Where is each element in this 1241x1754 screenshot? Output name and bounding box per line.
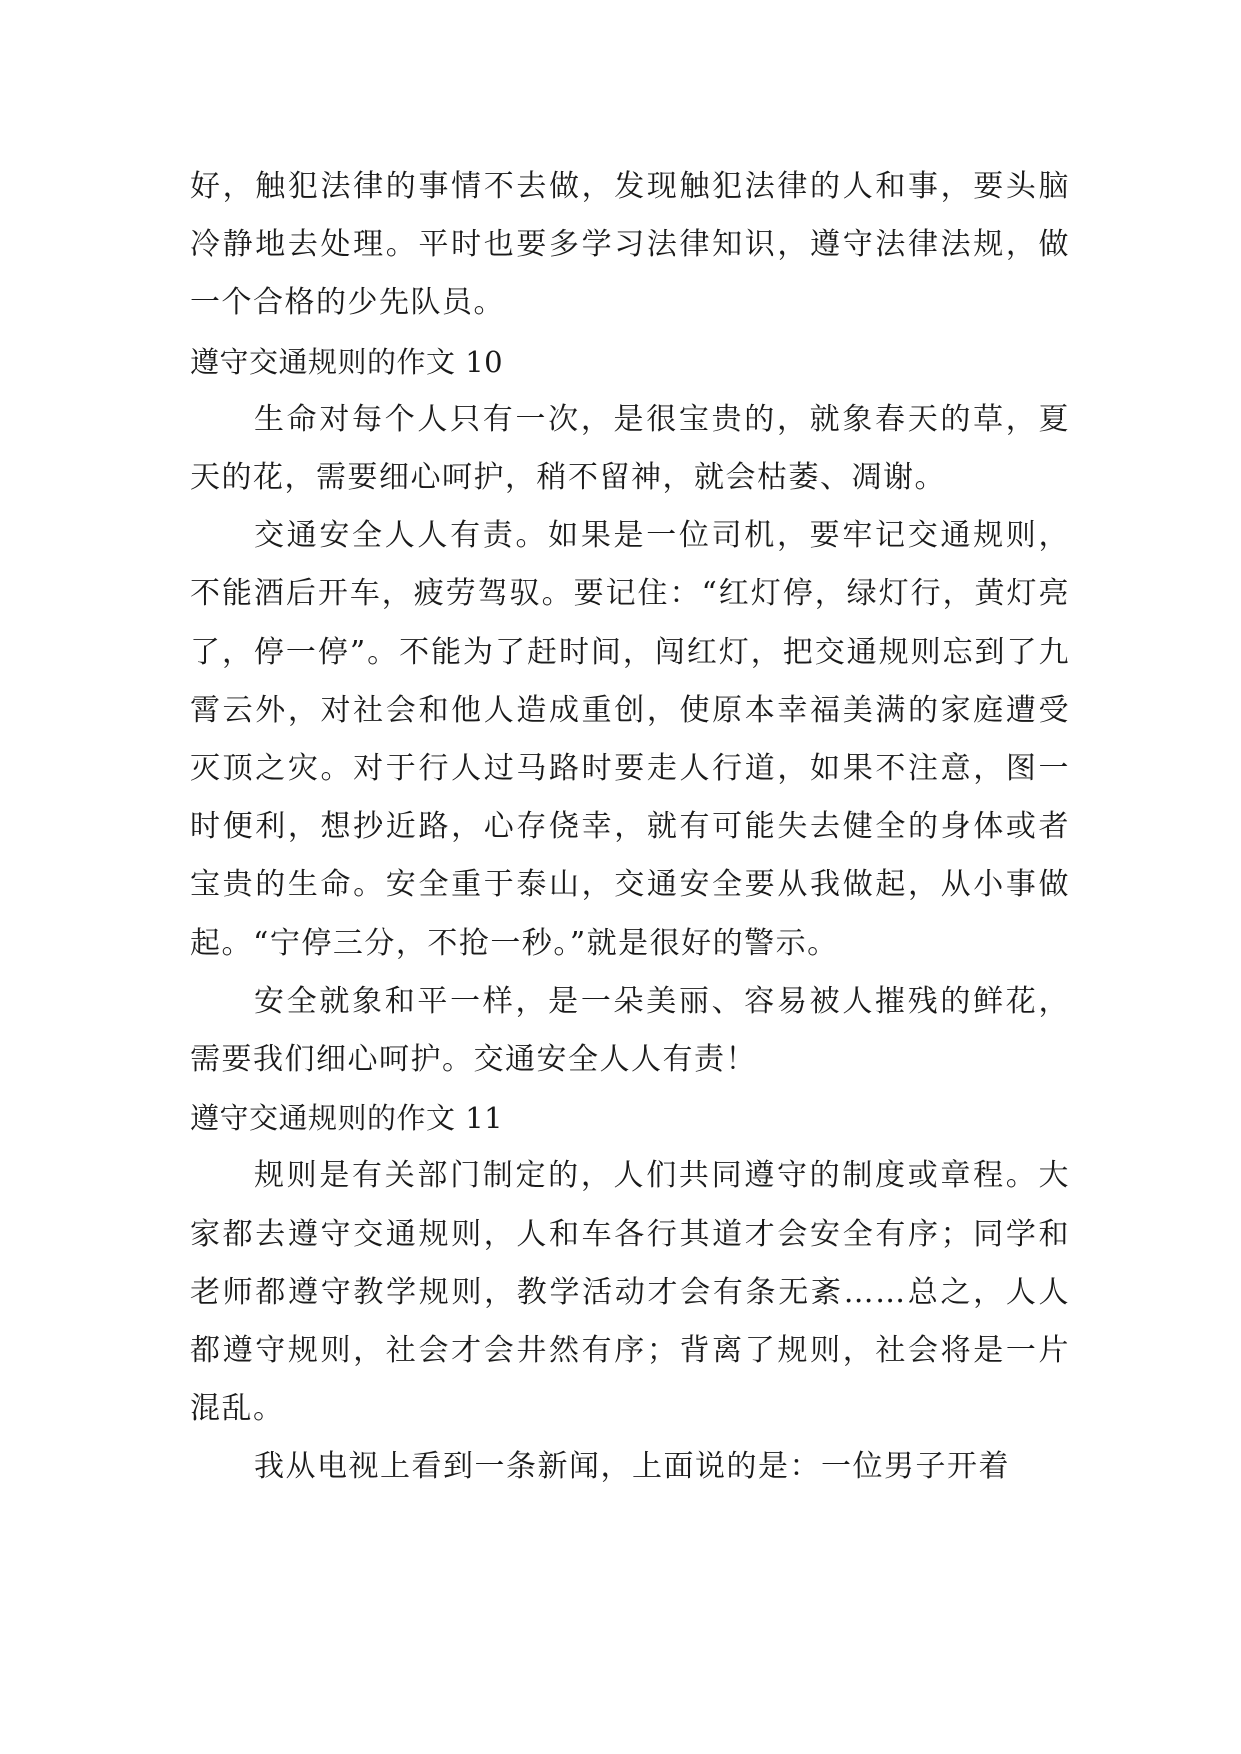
body-paragraph: 交通安全人人有责。如果是一位司机，要牢记交通规则，不能酒后开车，疲劳驾驭。要记住：“红灯停，绿灯行，黄灯亮了，停一停”。不能为了赶时间，闯红灯，把交通规则忘到了九霄云外，对社会和他人造成重创，使原本幸福美满的家庭遭受灭顶之灾。对于行人过马路时要走人行道，如果不注意，图一时便利，想抄近路，心存侥幸，就有可能失去健全的身体或者宝贵的生命。安全重于泰山，交通安全要从我做起，从小事做起。“宁停三分，不抢一秒。”就是很好的警示。 bbox=[190, 518, 1070, 961]
document-body bbox=[190, 158, 1070, 1497]
body-paragraph: 生命对每个人只有一次，是很宝贵的，就象春天的草，夏天的花，需要细心呵护，稍不留神，就会枯萎、凋谢。 bbox=[190, 401, 1070, 496]
body-paragraph: 规则是有关部门制定的，人们共同遵守的制度或章程。大家都去遵守交通规则，人和车各行其道才会安全有序；同学和老师都遵守教学规则，教学活动才会有条无紊……总之，人人都遵守规则，社会才会井然有序；背离了规则，社会将是一片混乱。 bbox=[190, 1158, 1070, 1427]
section-heading: 遵守交通规则的作文 10 bbox=[190, 344, 504, 379]
section-heading: 遵守交通规则的作文 11 bbox=[190, 1101, 504, 1136]
body-paragraph: 我从电视上看到一条新闻，上面说的是：一位男子开着 bbox=[254, 1449, 1010, 1485]
body-paragraph: 安全就象和平一样，是一朵美丽、容易被人摧残的鲜花，需要我们细心呵护。交通安全人人有责！ bbox=[190, 983, 1070, 1078]
body-paragraph: 好，触犯法律的事情不去做，发现触犯法律的人和事，要头脑冷静地去处理。平时也要多学习法律知识，遵守法律法规，做一个合格的少先队员。 bbox=[190, 169, 1070, 321]
